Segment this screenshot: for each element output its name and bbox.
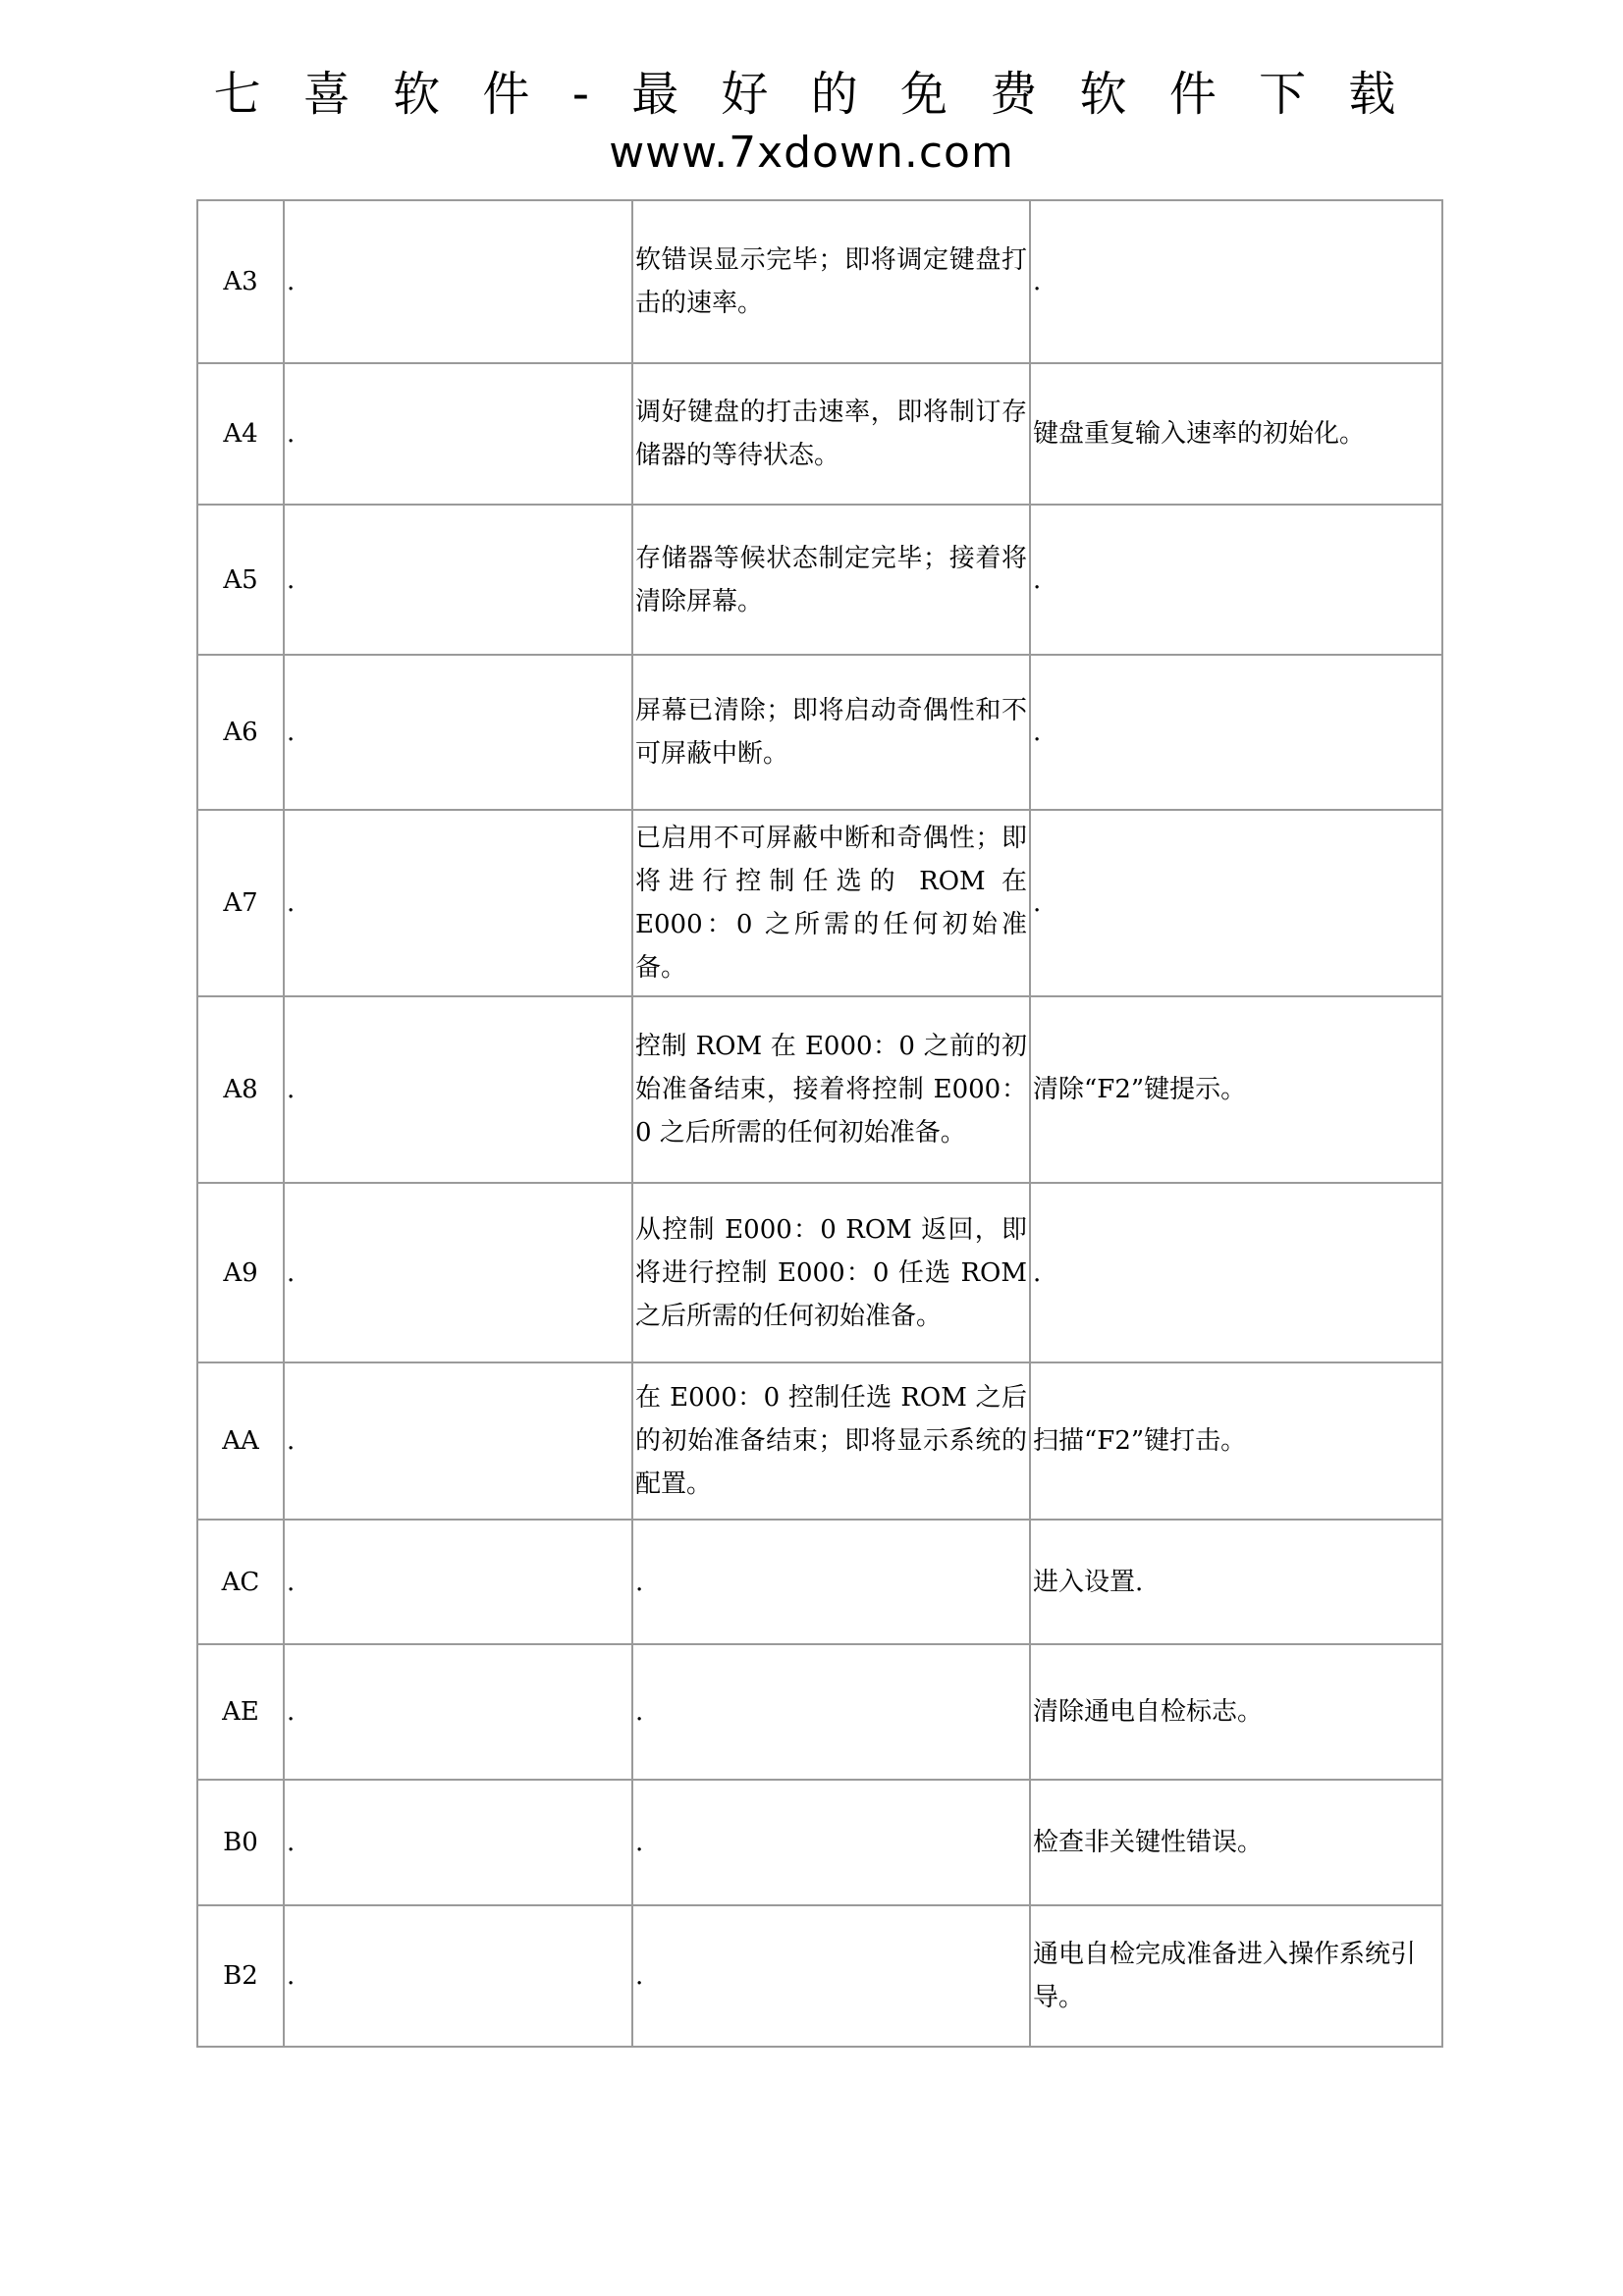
description-cell: . xyxy=(632,1520,1030,1644)
page-header xyxy=(0,63,1623,181)
code-cell: AA xyxy=(197,1362,284,1520)
code-cell: AC xyxy=(197,1520,284,1644)
description-cell: 已启用不可屏蔽中断和奇偶性；即将进行控制任选的 ROM 在 E000：0 之所需的任何初始准备。 xyxy=(632,810,1030,996)
description-cell: 从控制 E000：0 ROM 返回，即将进行控制 E000：0 任选 ROM 之后所需的任何初始准备。 xyxy=(632,1183,1030,1362)
code-cell: A6 xyxy=(197,655,284,810)
table-row xyxy=(197,1362,1442,1520)
note-cell: . xyxy=(1030,810,1442,996)
description-cell: . xyxy=(632,1905,1030,2047)
note-cell: 进入设置. xyxy=(1030,1520,1442,1644)
note-cell: . xyxy=(1030,505,1442,655)
description-cell: 软错误显示完毕；即将调定键盘打击的速率。 xyxy=(632,200,1030,363)
blank-cell: . xyxy=(284,1362,632,1520)
code-cell: B2 xyxy=(197,1905,284,2047)
note-cell: 清除通电自检标志。 xyxy=(1030,1644,1442,1780)
blank-cell: . xyxy=(284,996,632,1183)
blank-cell: . xyxy=(284,810,632,996)
table-row xyxy=(197,505,1442,655)
description-cell: 调好键盘的打击速率，即将制订存储器的等待状态。 xyxy=(632,363,1030,505)
table-row xyxy=(197,363,1442,505)
blank-cell: . xyxy=(284,1183,632,1362)
description-cell: . xyxy=(632,1780,1030,1905)
note-cell: . xyxy=(1030,200,1442,363)
table-row xyxy=(197,1644,1442,1780)
code-cell: A7 xyxy=(197,810,284,996)
blank-cell: . xyxy=(284,1644,632,1780)
table-row xyxy=(197,810,1442,996)
table-row xyxy=(197,200,1442,363)
code-cell: AE xyxy=(197,1644,284,1780)
blank-cell: . xyxy=(284,505,632,655)
table-row xyxy=(197,1905,1442,2047)
table-row xyxy=(197,1780,1442,1905)
site-title: 七 喜 软 件 - 最 好 的 免 费 软 件 下 载 xyxy=(213,67,1410,122)
blank-cell: . xyxy=(284,1520,632,1644)
description-cell: 在 E000：0 控制任选 ROM 之后的初始准备结束；即将显示系统的配置。 xyxy=(632,1362,1030,1520)
blank-cell: . xyxy=(284,200,632,363)
post-code-table xyxy=(196,199,1443,2048)
blank-cell: . xyxy=(284,1780,632,1905)
note-cell: 清除“F2”键提示。 xyxy=(1030,996,1442,1183)
code-cell: A3 xyxy=(197,200,284,363)
code-cell: A8 xyxy=(197,996,284,1183)
code-cell: A5 xyxy=(197,505,284,655)
note-cell: 键盘重复输入速率的初始化。 xyxy=(1030,363,1442,505)
description-cell: 屏幕已清除；即将启动奇偶性和不可屏蔽中断。 xyxy=(632,655,1030,810)
blank-cell: . xyxy=(284,1905,632,2047)
table-row xyxy=(197,655,1442,810)
site-url: www.7xdown.com xyxy=(609,128,1014,178)
description-cell: . xyxy=(632,1644,1030,1780)
table-row xyxy=(197,1520,1442,1644)
code-cell: B0 xyxy=(197,1780,284,1905)
code-cell: A9 xyxy=(197,1183,284,1362)
table-row xyxy=(197,1183,1442,1362)
note-cell: 扫描“F2”键打击。 xyxy=(1030,1362,1442,1520)
note-cell: 检查非关键性错误。 xyxy=(1030,1780,1442,1905)
code-cell: A4 xyxy=(197,363,284,505)
description-cell: 控制 ROM 在 E000：0 之前的初始准备结束，接着将控制 E000：0 之后所需的任何初始准备。 xyxy=(632,996,1030,1183)
blank-cell: . xyxy=(284,363,632,505)
note-cell: . xyxy=(1030,655,1442,810)
description-cell: 存储器等候状态制定完毕；接着将清除屏幕。 xyxy=(632,505,1030,655)
note-cell: . xyxy=(1030,1183,1442,1362)
table-row xyxy=(197,996,1442,1183)
note-cell: 通电自检完成准备进入操作系统引导。 xyxy=(1030,1905,1442,2047)
blank-cell: . xyxy=(284,655,632,810)
